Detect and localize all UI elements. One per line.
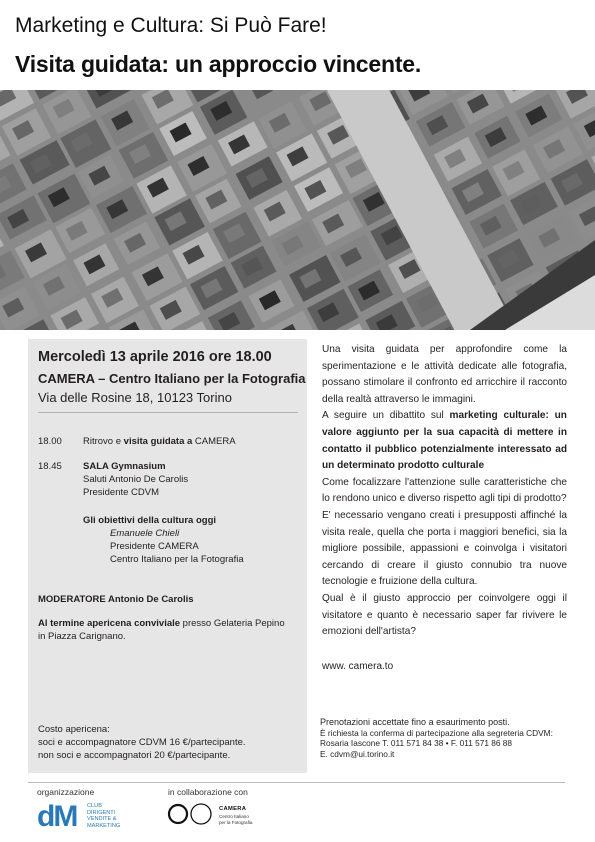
event-venue: CAMERA – Centro Italiano per la Fotografia [38, 371, 306, 386]
divider-line [38, 412, 298, 413]
camera-logo-circles-icon [167, 803, 215, 825]
footer-divider [28, 782, 565, 783]
event-date: Mercoledì 13 aprile 2016 ore 18.00 [38, 349, 272, 365]
program-greeting-role: Presidente CDVM [83, 487, 160, 498]
description-text [322, 342, 567, 641]
camera-logo: CAMERA Centro Italiano per la Fotografia [167, 803, 215, 830]
aerial-city-photo [0, 90, 595, 330]
website-link[interactable]: www. camera.to [322, 661, 394, 672]
objectives-speaker: Emanuele Chieli Presidente CAMERA Centro Italiano per la Fotografia [110, 528, 244, 565]
program-room: SALA Gymnasium [83, 461, 166, 472]
organizer-label: organizzazione [37, 787, 95, 797]
moderator: MODERATORE Antonio De Carolis [38, 594, 194, 605]
event-address: Via delle Rosine 18, 10123 Torino [38, 390, 232, 405]
description-p2: A seguire un dibattito sul marketing culturale: un valore aggiunto per la sua capacità di mettere in contatto il pubblico potenzialmente interessato ad un determinato prodotto culturale [322, 410, 567, 472]
program-entry-1: Ritrovo e visita guidata a CAMERA [83, 436, 236, 447]
program-time-2: 18.45 [38, 461, 62, 472]
title-line-2: Visita guidata: un approccio vincente. [15, 51, 422, 77]
collaboration-label: in collaborazione con [168, 787, 248, 797]
apericena-info: Al termine apericena conviviale presso Gelateria Pepino in Piazza Carignano. [38, 618, 285, 642]
description-p5: Qual è il giusto approccio per coinvolgere oggi il visitatore e quanto è necessario saper far rivivere le emozioni dell'artista? [322, 592, 567, 638]
description-p3: Come focalizzare l'attenzione sulle caratteristiche che lo rendono unico e diverso rispetto agli tipi di prodotto? [322, 476, 567, 505]
objectives-heading: Gli obiettivi della cultura oggi [83, 515, 217, 526]
description-p4: E' necessario vengano creati i presupposti affinché la visita reale, quella che porta i maggiori benefici, sia la migliore possibile, appassioni e coinvolga i visitatori cercando di creare il giusto connubio tra nuove tecnologie e fruizione della cultura. [322, 509, 567, 588]
title-line-1: Marketing e Cultura: Si Può Fare! [15, 14, 327, 37]
cost-info: Costo apericena: soci e accompagnatore CDVM 16 €/partecipante. non soci e accompagnatori 20 €/partecipante. [38, 724, 246, 761]
program-entry-2 [83, 460, 188, 499]
program-time-1: 18.00 [38, 436, 62, 447]
program-greeting: Saluti Antonio De Carolis [83, 474, 189, 485]
reservation-info: Prenotazioni accettate fino a esaurimento posti. È richiesta la conferma di partecipazione alla segreteria CDVM: Rosaria Iascone T. 011 571 84 38 • F. 011 571 86 88 E. cdvm@ui.torino.it [320, 717, 553, 759]
event-info-box [28, 339, 307, 773]
description-p1: Una visita guidata per approfondire come la sperimentazione e le attività dedicate alle fotografia, possano stimolare il confronto ed arricchire il racconto della realtà attraverso le immagini. [322, 344, 567, 405]
